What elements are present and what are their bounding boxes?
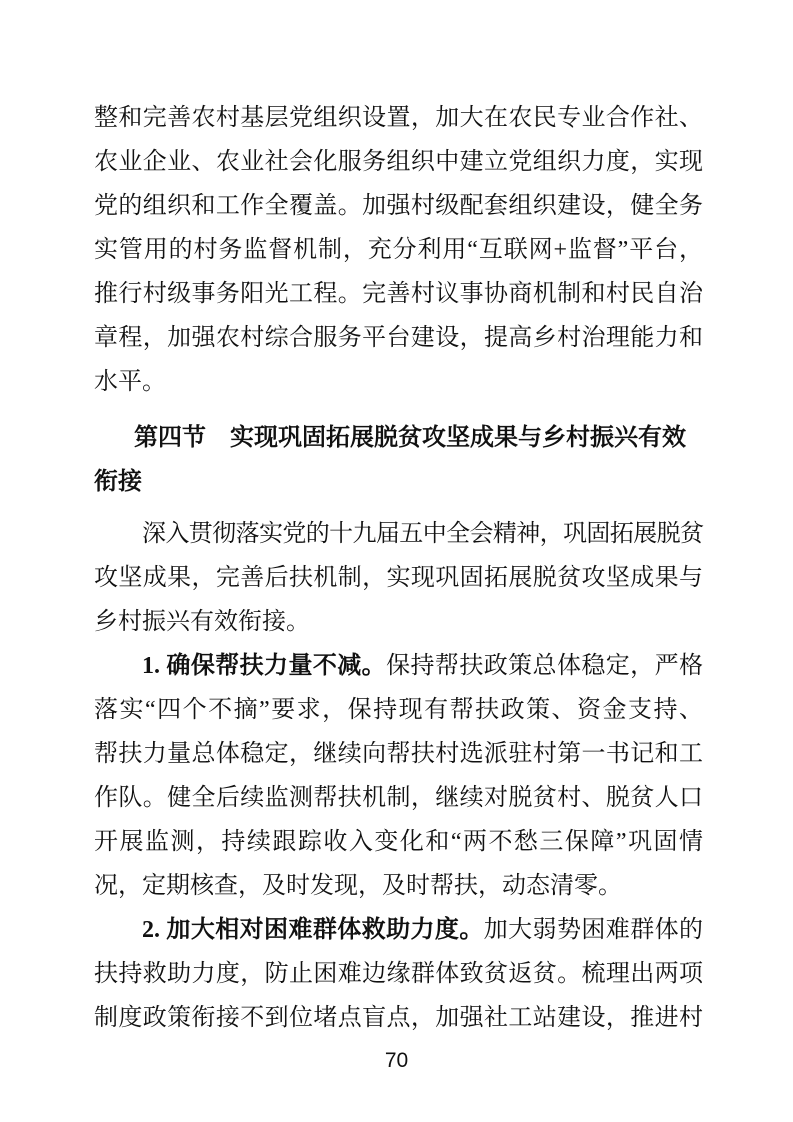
text-line: 实管用的村务监督机制，充分利用“互联网+监督”平台， [94,237,703,263]
text-line: 制度政策衔接不到位堵点盲点，加强社工站建设，推进村 [94,1005,703,1031]
paragraph-continuation [94,96,703,404]
lead-rest-text: 保持帮扶政策总体稳定，严格 [386,653,704,679]
text-line: 扶持救助力度，防止困难边缘群体致贫返贫。梳理出两项 [94,961,703,987]
text-column [94,96,703,1040]
section-heading-line: 第四节 实现巩固拓展脱贫攻坚成果与乡村振兴有效 [134,425,686,451]
text-line [94,644,703,688]
text-line: 党的组织和工作全覆盖。加强村级配套组织建设，健全务 [94,193,703,219]
section-heading-line: 衔接 [94,469,142,495]
text-line: 况，定期核查，及时发现，及时帮扶，动态清零。 [94,873,622,899]
text-line: 乡村振兴有效衔接。 [94,609,310,635]
paragraph-intro [94,512,703,644]
text-line [94,908,703,952]
section-heading [94,416,703,504]
text-line: 攻坚成果，完善后扶机制，实现巩固拓展脱贫攻坚成果与 [94,565,703,591]
text-line: 推行村级事务阳光工程。完善村议事协商机制和村民自治 [94,281,703,307]
text-line: 深入贯彻落实党的十九届五中全会精神，巩固拓展脱贫 [142,521,703,547]
text-line: 水平。 [94,369,166,395]
bold-lead: 2. 加大相对困难群体救助力度。 [142,917,484,943]
paragraph-item-2 [94,908,703,1040]
page-number: 70 [384,1049,409,1072]
lead-rest-text: 加大弱势困难群体的 [483,917,704,943]
text-line: 农业企业、农业社会化服务组织中建立党组织力度，实现 [94,149,703,175]
text-line: 落实“四个不摘”要求，保持现有帮扶政策、资金支持、 [94,697,703,723]
paragraph-item-1 [94,644,703,908]
text-line: 章程，加强农村综合服务平台建设，提高乡村治理能力和 [94,325,703,351]
text-line: 帮扶力量总体稳定，继续向帮扶村选派驻村第一书记和工 [94,741,703,767]
text-line: 整和完善农村基层党组织设置，加大在农民专业合作社、 [94,105,703,131]
text-line: 开展监测，持续跟踪收入变化和“两不愁三保障”巩固情 [94,829,703,855]
text-line: 作队。健全后续监测帮扶机制，继续对脱贫村、脱贫人口 [94,785,703,811]
bold-lead: 1. 确保帮扶力量不减。 [142,653,387,679]
